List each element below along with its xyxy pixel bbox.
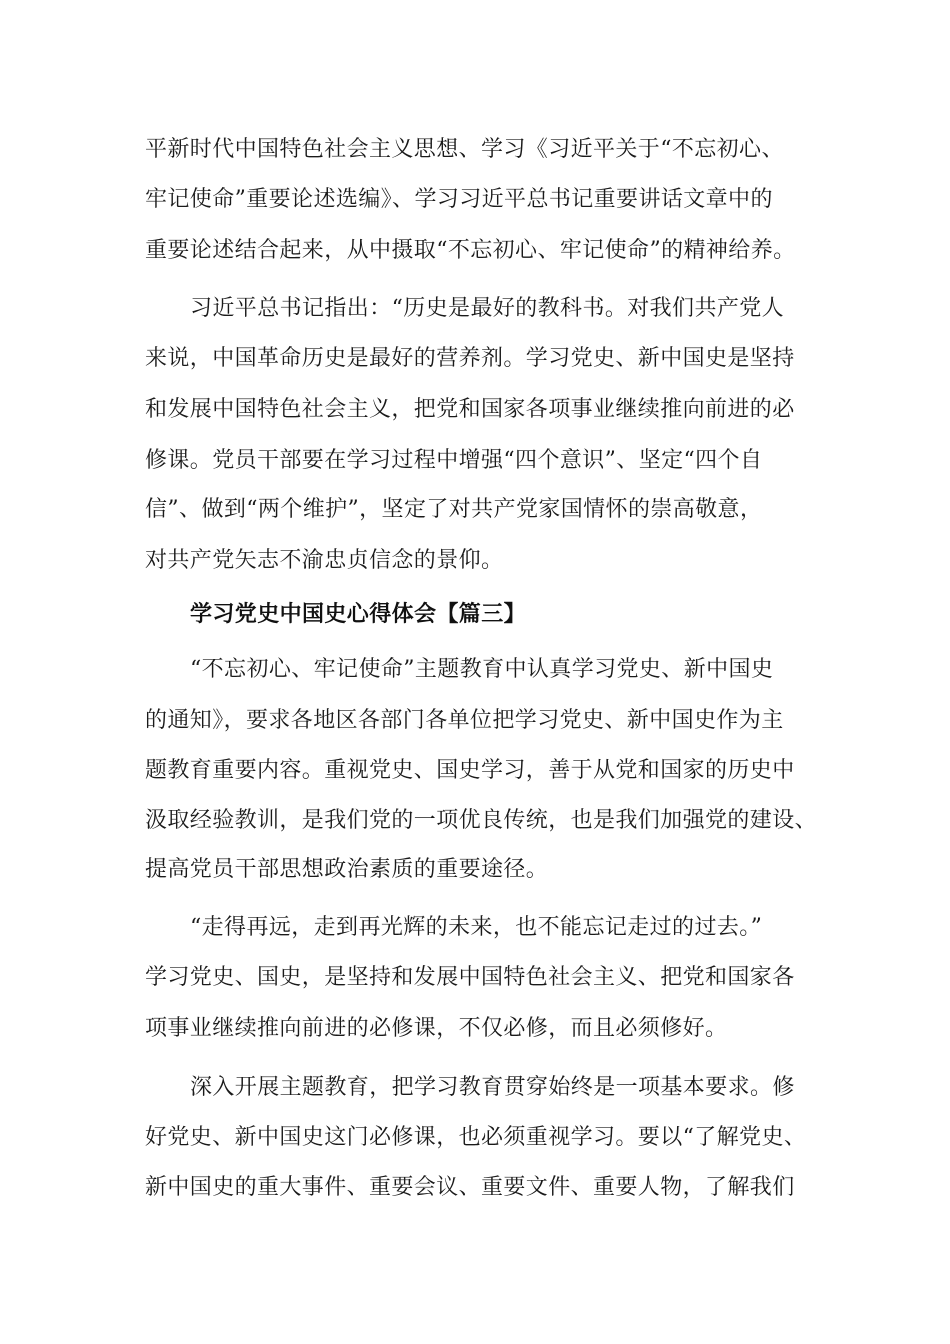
text-line: 好党史、新中国史这门必修课，也必须重视学习。要以“了解党史、 — [145, 1125, 807, 1150]
text-line: 新中国史的重大事件、重要会议、重要文件、重要人物，了解我们 — [145, 1175, 795, 1200]
text-line: “走得再远，走到再光辉的未来，也不能忘记走过的过去。” — [190, 915, 763, 940]
text-line: 汲取经验教训，是我们党的一项优良传统，也是我们加强党的建设、 — [145, 808, 818, 833]
text-line: 的通知》，要求各地区各部门各单位把学习党史、新中国史作为主 — [145, 708, 784, 733]
text-line: 对共产党矢志不渝忠贞信念的景仰。 — [145, 548, 504, 573]
section-heading: 学习党史中国史心得体会【篇三】 — [190, 602, 527, 627]
text-line: “不忘初心、牢记使命”主题教育中认真学习党史、新中国史 — [190, 657, 774, 682]
text-line: 信”、做到“两个维护”，坚定了对共产党家国情怀的崇高敬意， — [145, 497, 763, 522]
text-line: 习近平总书记指出：“历史是最好的教科书。对我们共产党人 — [190, 296, 785, 321]
text-line: 项事业继续推向前进的必修课，不仅必修，而且必须修好。 — [145, 1016, 728, 1041]
text-line: 重要论述结合起来，从中摄取“不忘初心、牢记使命”的精神给养。 — [145, 238, 796, 263]
text-line: 修课。党员干部要在学习过程中增强“四个意识”、坚定“四个自 — [145, 448, 763, 473]
text-line: 题教育重要内容。重视党史、国史学习，善于从党和国家的历史中 — [145, 758, 795, 783]
text-line: 和发展中国特色社会主义，把党和国家各项事业继续推向前进的必 — [145, 397, 795, 422]
text-line: 来说，中国革命历史是最好的营养剂。学习党史、新中国史是坚持 — [145, 346, 795, 371]
text-line: 牢记使命”重要论述选编》、学习习近平总书记重要讲话文章中的 — [145, 187, 773, 212]
text-line: 深入开展主题教育，把学习教育贯穿始终是一项基本要求。修 — [190, 1075, 795, 1100]
text-line: 学习党史、国史，是坚持和发展中国特色社会主义、把党和国家各 — [145, 965, 795, 990]
text-line: 提高党员干部思想政治素质的重要途径。 — [145, 857, 549, 882]
text-line: 平新时代中国特色社会主义思想、学习《习近平关于“不忘初心、 — [145, 137, 784, 162]
